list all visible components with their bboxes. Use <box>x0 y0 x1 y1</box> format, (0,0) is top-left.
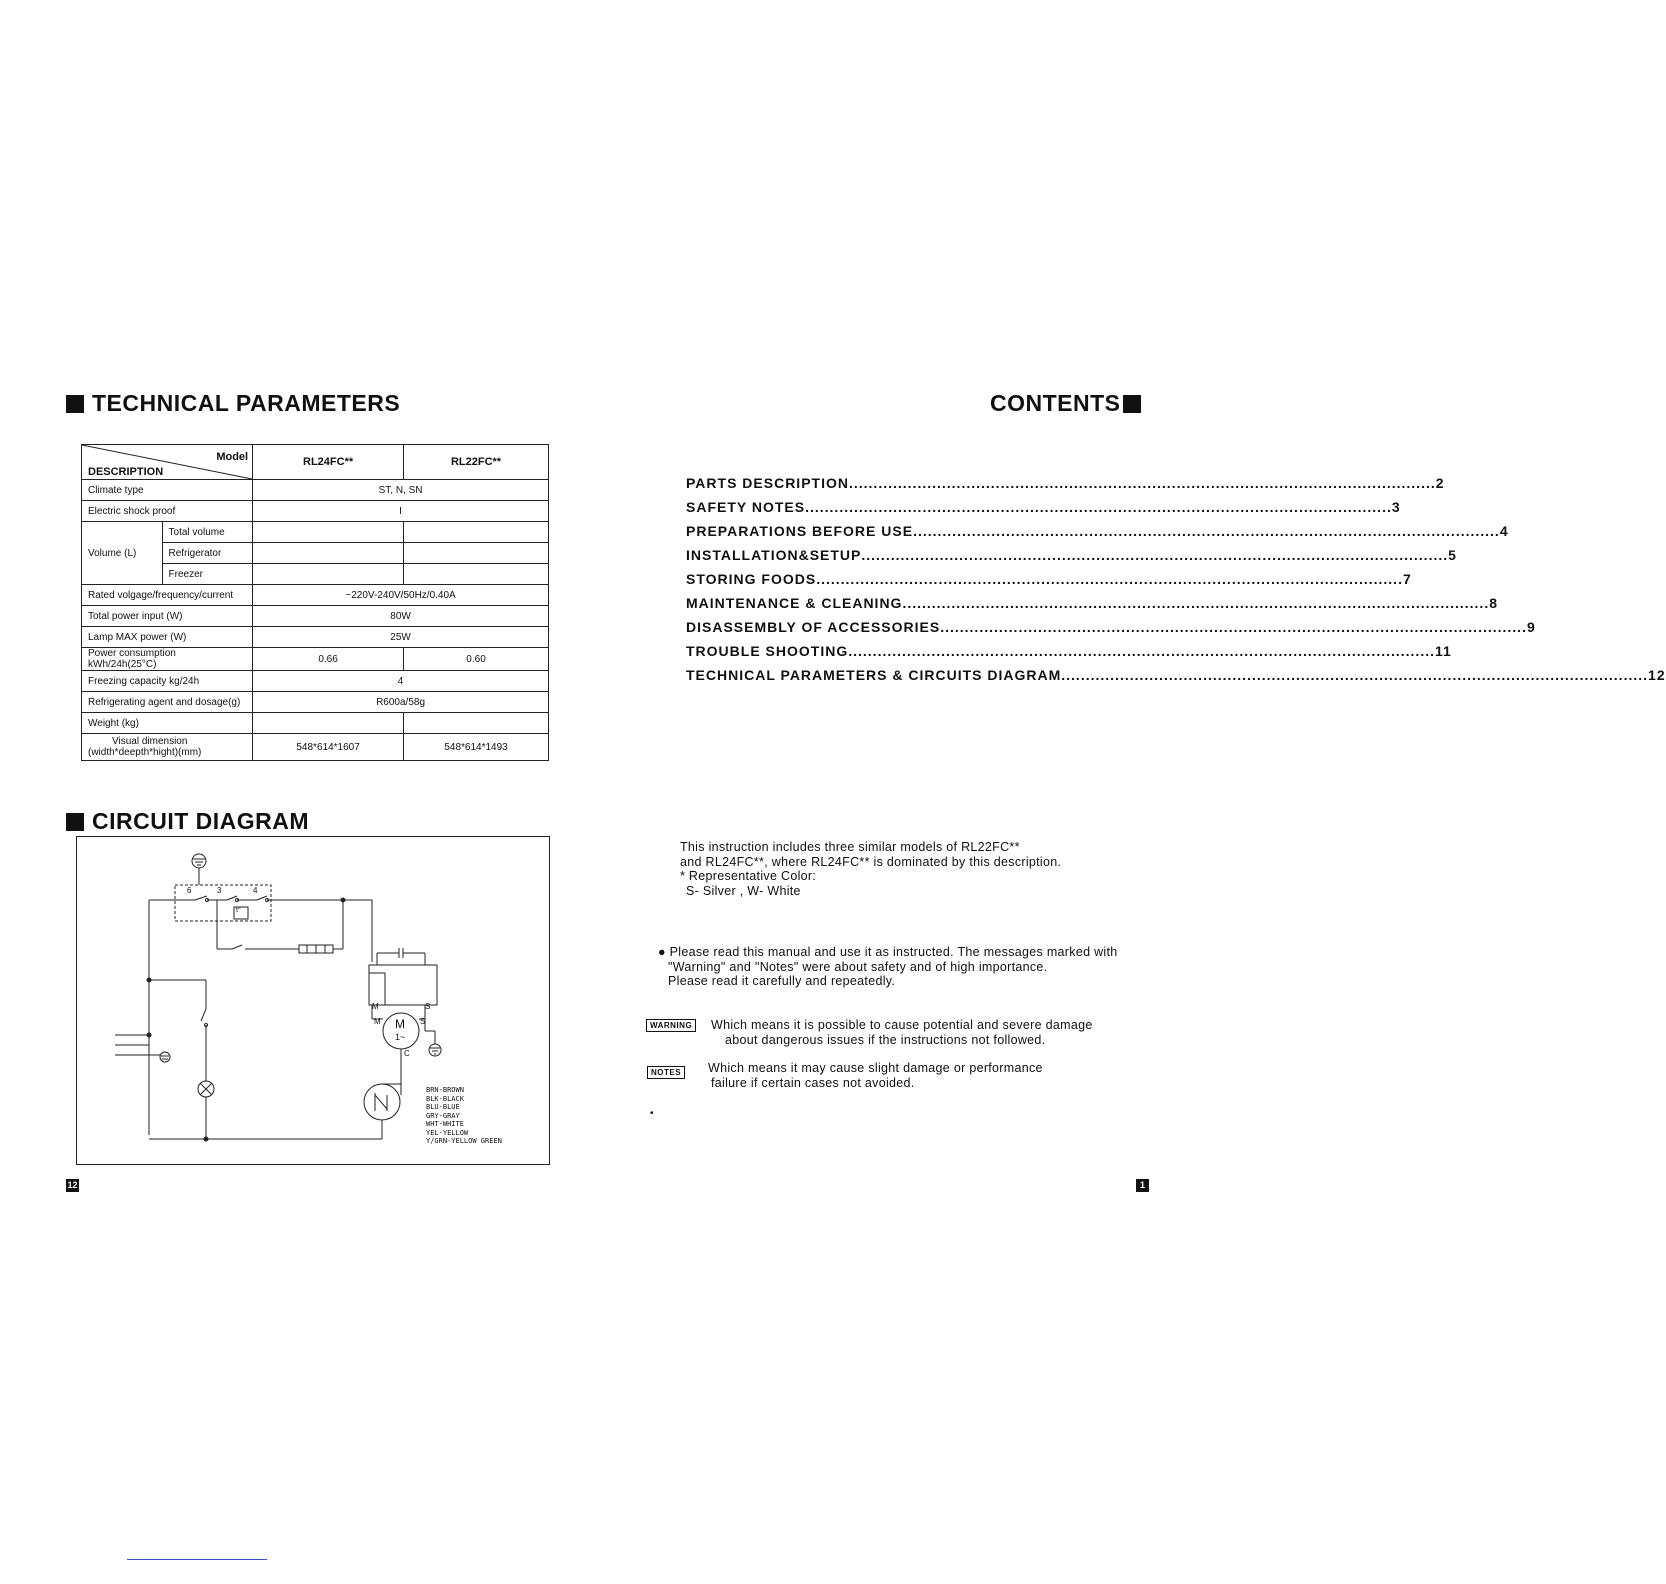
circuit-diagram-frame <box>76 836 550 1165</box>
row-label: Total power input (W) <box>82 606 253 627</box>
protector-symbol <box>375 1093 387 1111</box>
toc-page: 5 <box>1448 547 1457 563</box>
empty-cell <box>253 543 404 564</box>
tech-params-table <box>81 444 549 761</box>
tech-params-title: TECHNICAL PARAMETERS <box>92 390 401 416</box>
toc-label: INSTALLATION&SETUP <box>686 547 862 563</box>
toc-page: 7 <box>1402 571 1412 587</box>
circuit-diagram-title: CIRCUIT DIAGRAM <box>92 808 310 834</box>
toc-item <box>686 639 1452 663</box>
row-label: Lamp MAX power (W) <box>82 627 253 648</box>
contents-title: CONTENTS <box>990 390 1121 416</box>
toc-dots: ........................................................................................................................ <box>902 595 1490 611</box>
tech-params-table-wrap <box>81 444 549 761</box>
motor-c-label: C <box>404 1049 410 1058</box>
ground-symbol-right <box>429 1044 441 1056</box>
legend-item: BRN-BROWN <box>426 1086 464 1094</box>
toc-item <box>686 543 1457 567</box>
toc-dots: ........................................................................................................................ <box>848 643 1435 659</box>
legend-item: BLU-BLUE <box>426 1103 460 1111</box>
toc-label: MAINTENANCE & CLEANING <box>686 595 903 611</box>
toc-item <box>686 567 1412 591</box>
relay-s-label: S <box>425 1002 431 1011</box>
toc-page: 4 <box>1499 523 1509 539</box>
switch-contact <box>232 945 242 949</box>
door-switch <box>201 1009 206 1021</box>
toc-item <box>686 495 1401 519</box>
terminal-6: 6 <box>187 886 192 895</box>
row-value: ~220V-240V/50Hz/0.40A <box>253 585 549 606</box>
row-value: 4 <box>253 671 549 692</box>
intro-block <box>680 840 1061 898</box>
notes-line: Which means it may cause slight damage or performance <box>708 1061 1043 1075</box>
toc-dots: ........................................................................................................................ <box>816 571 1403 587</box>
toc-item <box>686 615 1536 639</box>
volume-sub-label: Total volume <box>162 522 253 543</box>
terminal-4: 4 <box>253 886 258 895</box>
empty-cell <box>253 713 404 734</box>
toc-label: STORING FOODS <box>686 571 817 587</box>
read-note <box>658 945 1118 989</box>
toc-label: TECHNICAL PARAMETERS & CIRCUITS DIAGRAM <box>686 667 1062 683</box>
intro-line: S- Silver , W- White <box>686 883 801 898</box>
toc-page: 12 <box>1648 667 1666 683</box>
legend-item: Y/GRN-YELLOW GREEN <box>426 1137 502 1145</box>
header-model: Model <box>216 451 249 463</box>
volume-sub-label: Refrigerator <box>162 543 253 564</box>
row-value: R600a/58g <box>253 692 549 713</box>
circuit-diagram-heading <box>66 808 309 835</box>
toc-label: TROUBLE SHOOTING <box>686 643 849 659</box>
warning-tag <box>646 1015 696 1033</box>
row-value: 80W <box>253 606 549 627</box>
row-value: ST, N, SN <box>253 480 549 501</box>
row-value: 548*614*1607 <box>253 734 404 761</box>
ground-symbol-plug <box>160 1052 170 1062</box>
square-bullet-icon <box>66 813 84 831</box>
page-number-left: 12 <box>67 1180 78 1190</box>
empty-cell <box>404 713 549 734</box>
visual-dimension-label <box>82 734 253 761</box>
row-value: 548*614*1493 <box>404 734 549 761</box>
toc-list <box>686 471 1666 687</box>
square-bullet-icon <box>1123 395 1141 413</box>
toc-label: PARTS DESCRIPTION <box>686 475 849 491</box>
toc-page: 8 <box>1489 595 1499 611</box>
motor-m-label: M <box>374 1017 381 1026</box>
notes-tag <box>647 1062 685 1080</box>
row-label: Freezing capacity kg/24h <box>82 671 253 692</box>
row-label: Weight (kg) <box>82 713 253 734</box>
link-underline <box>127 1559 267 1560</box>
intro-line: * Representative Color: <box>680 869 817 883</box>
toc-dots: ........................................................................................................................ <box>1061 667 1649 683</box>
read-note-line: Please read this manual and use it as instructed. The messages marked with <box>669 945 1118 959</box>
toc-dots: ........................................................................................................................ <box>913 523 1500 539</box>
visual-label-1: Visual dimension <box>112 736 188 747</box>
toc-label: SAFETY NOTES <box>686 499 806 515</box>
bullet-icon: ● <box>658 945 666 959</box>
row-value: 25W <box>253 627 549 648</box>
notes-line: failure if certain cases not avoided. <box>711 1075 915 1090</box>
read-note-line: Please read it carefully and repeatedly. <box>668 974 896 988</box>
volume-label: Volume (L) <box>82 522 163 585</box>
page-number-right: 1 <box>1136 1179 1149 1192</box>
thermostat-label: t° <box>236 907 241 914</box>
toc-dots: ........................................................................................................................ <box>848 475 1436 491</box>
square-bullet-icon <box>66 395 84 413</box>
toc-item <box>686 663 1666 687</box>
row-label: Power consumption kWh/24h(25°C) <box>82 648 253 671</box>
model-rl24: RL24FC** <box>253 445 404 480</box>
legend-item: GRY-GRAY <box>426 1111 460 1120</box>
motor-label: M <box>395 1017 405 1031</box>
warning-text <box>711 1018 1093 1047</box>
row-value: 0.66 <box>253 648 404 671</box>
toc-page: 9 <box>1526 619 1536 635</box>
legend-item: YEL-YELLOW <box>426 1128 469 1137</box>
terminal-3: 3 <box>217 886 222 895</box>
empty-cell <box>253 522 404 543</box>
contents-heading <box>990 390 1141 417</box>
toc-label: PREPARATIONS BEFORE USE <box>686 523 914 539</box>
motor-s-label: S <box>420 1017 426 1026</box>
row-label: Rated volgage/frequency/current <box>82 585 253 606</box>
row-value: 0.60 <box>404 648 549 671</box>
stray-mark: • <box>650 1108 654 1119</box>
row-label: Electric shock proof <box>82 501 253 522</box>
intro-line: and RL24FC**, where RL24FC** is dominated by this description. <box>680 854 1062 869</box>
notes-label: NOTES <box>647 1066 685 1079</box>
table-header-diagonal <box>82 445 253 480</box>
volume-sub-label: Freezer <box>162 564 253 585</box>
header-description: DESCRIPTION <box>88 466 164 478</box>
intro-line: This instruction includes three similar models of RL22FC** <box>680 840 1020 854</box>
warning-line: about dangerous issues if the instructions not followed. <box>725 1032 1046 1047</box>
empty-cell <box>404 522 549 543</box>
tech-params-heading <box>66 390 400 417</box>
toc-dots: ........................................................................................................................ <box>940 619 1527 635</box>
row-value: I <box>253 501 549 522</box>
warning-line: Which means it is possible to cause potential and severe damage <box>711 1018 1093 1032</box>
row-label: Climate type <box>82 480 253 501</box>
legend-item: BLK-BLACK <box>426 1094 464 1103</box>
junction-dot <box>147 978 151 982</box>
motor-sub-label: 1~ <box>395 1032 406 1042</box>
toc-page: 2 <box>1435 475 1445 491</box>
overload-protector <box>364 1084 400 1120</box>
visual-label-2: (width*deepth*hight)(mm) <box>88 747 202 758</box>
toc-label: DISASSEMBLY OF ACCESSORIES <box>686 619 941 635</box>
toc-item <box>686 471 1445 495</box>
toc-dots: ........................................................................................................................ <box>805 499 1392 515</box>
row-label: Refrigerating agent and dosage(g) <box>82 692 253 713</box>
toc-page: 3 <box>1391 499 1401 515</box>
model-rl22: RL22FC** <box>404 445 549 480</box>
relay-block <box>369 965 437 1005</box>
notes-text <box>708 1061 1043 1090</box>
read-note-line: "Warning" and "Notes" were about safety and of high importance. <box>668 959 1048 974</box>
relay-m-label: M <box>372 1002 379 1011</box>
empty-cell <box>404 564 549 585</box>
warning-label: WARNING <box>646 1019 696 1032</box>
empty-cell <box>404 543 549 564</box>
color-legend <box>426 1086 502 1146</box>
toc-dots: ........................................................................................................................ <box>861 547 1449 563</box>
ground-symbol-top <box>192 854 206 885</box>
toc-page: 11 <box>1435 643 1452 659</box>
toc-item <box>686 591 1499 615</box>
empty-cell <box>253 564 404 585</box>
legend-item: WHT-WHITE <box>426 1120 464 1128</box>
toc-item <box>686 519 1509 543</box>
